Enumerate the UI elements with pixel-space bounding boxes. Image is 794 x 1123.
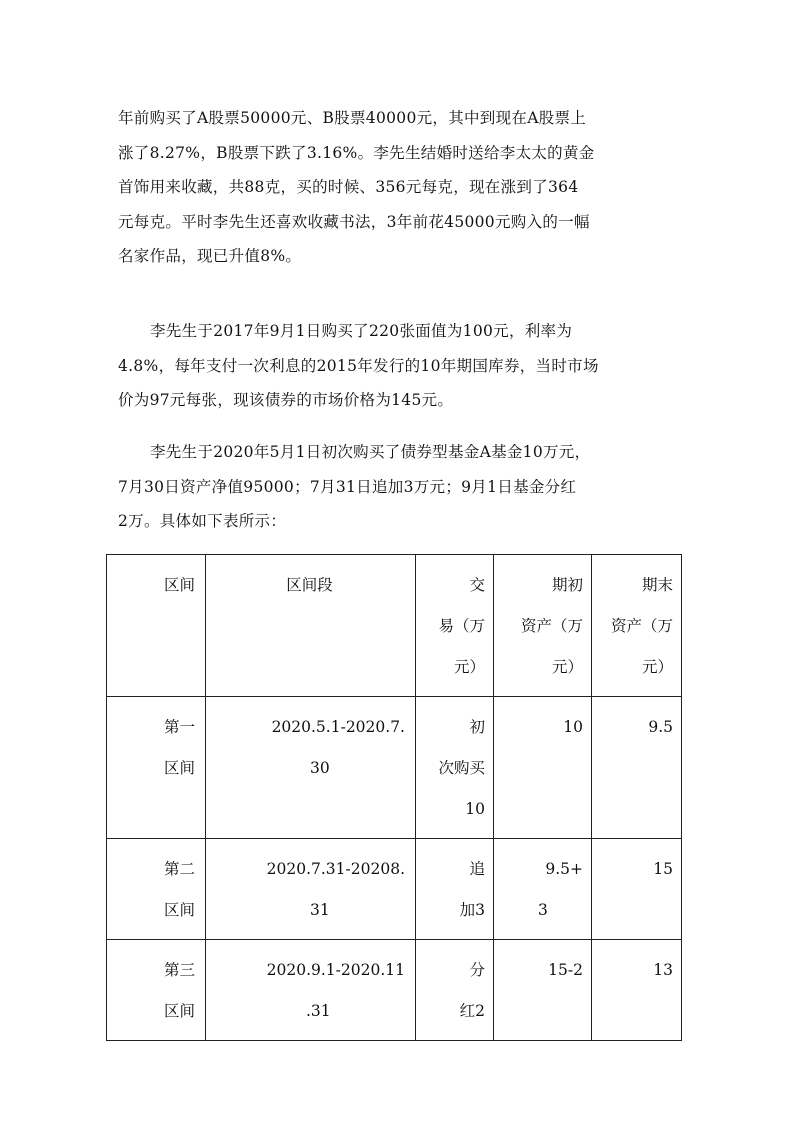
cell-line: 第二 <box>163 860 195 878</box>
cell-transaction <box>416 697 494 839</box>
cell-line: 31 <box>310 901 330 919</box>
cell-line: 13 <box>653 961 673 979</box>
text-line: 李先生于2020年5月1日初次购买了债券型基金A基金10万元， <box>150 443 591 461</box>
cell-line: 3 <box>538 901 548 919</box>
cell-line: 30 <box>310 759 330 777</box>
cell-closing-assets <box>592 940 682 1041</box>
paragraph-bonds <box>118 314 682 418</box>
text-line: 价为97元每张，现该债券的市场价格为145元。 <box>118 391 454 409</box>
text-line: 7月30日资产净值95000；7月31日追加3万元；9月1日基金分红 <box>118 477 577 496</box>
table-header-row <box>107 555 682 697</box>
cell-line: 次购买 <box>438 759 485 777</box>
text-line: 名家作品，现已升值8%。 <box>118 247 302 265</box>
cell-line: 2020.7.31-20208. <box>266 860 405 878</box>
cell-line: 初 <box>469 718 485 736</box>
cell-line: 期初 <box>551 576 583 594</box>
text-line: 元每克。平时李先生还喜欢收藏书法，3年前花45000元购入的一幅 <box>118 212 590 231</box>
cell-line: 加3 <box>459 901 485 919</box>
cell-line: 区间 <box>163 1002 195 1020</box>
cell-opening-assets <box>494 839 592 940</box>
header-cell-interval <box>107 555 206 697</box>
cell-line: 第三 <box>163 961 195 979</box>
text-line: 4.8%，每年支付一次利息的2015年发行的10年期国库券，当时市场 <box>118 356 599 375</box>
text-line: 首饰用来收藏，共88克，买的时候、356元每克，现在涨到了364 <box>118 178 579 196</box>
cell-interval <box>107 940 206 1041</box>
cell-period <box>206 940 416 1041</box>
cell-line: 区间 <box>163 901 195 919</box>
cell-line: 9.5 <box>648 718 673 736</box>
cell-line: 区间 <box>163 576 195 594</box>
cell-line: 15-2 <box>548 961 583 979</box>
cell-opening-assets <box>494 940 592 1041</box>
table-row <box>107 839 682 940</box>
cell-period <box>206 697 416 839</box>
cell-interval <box>107 697 206 839</box>
cell-line: 2020.9.1-2020.11 <box>266 961 405 979</box>
paragraph-fund <box>118 435 682 539</box>
cell-line: 分 <box>469 961 485 979</box>
header-cell-transaction <box>416 555 494 697</box>
cell-line: 区间 <box>163 759 195 777</box>
table-row <box>107 697 682 839</box>
cell-line: 红2 <box>459 1002 485 1020</box>
cell-line: 10 <box>563 718 583 736</box>
fund-table <box>106 554 682 1041</box>
cell-line: 元） <box>551 658 583 676</box>
cell-line: .31 <box>306 1002 331 1020</box>
cell-line: 2020.5.1-2020.7. <box>271 718 405 736</box>
cell-line: 10 <box>465 800 485 818</box>
cell-line: 期末 <box>641 576 673 594</box>
fund-table-body <box>107 555 682 1041</box>
cell-line: 9.5+ <box>545 860 583 878</box>
cell-line: 区间段 <box>286 576 333 594</box>
cell-opening-assets <box>494 697 592 839</box>
header-cell-opening-assets <box>494 555 592 697</box>
cell-closing-assets <box>592 697 682 839</box>
cell-closing-assets <box>592 839 682 940</box>
cell-line: 资产（万 <box>610 617 673 635</box>
text-line: 年前购买了A股票50000元、B股票40000元，其中到现在A股票上 <box>118 109 587 127</box>
cell-line: 资产（万 <box>520 617 583 635</box>
cell-period <box>206 839 416 940</box>
cell-line: 元） <box>453 658 485 676</box>
cell-line: 15 <box>653 860 673 878</box>
cell-line: 易（万 <box>438 617 485 635</box>
text-line: 李先生于2017年9月1日购买了220张面值为100元，利率为 <box>150 322 573 340</box>
cell-line: 元） <box>641 658 673 676</box>
text-line: 2万。具体如下表所示： <box>118 512 287 530</box>
cell-interval <box>107 839 206 940</box>
text-line: 涨了8.27%，B股票下跌了3.16%。李先生结婚时送给李太太的黄金 <box>118 143 595 162</box>
cell-transaction <box>416 839 494 940</box>
cell-transaction <box>416 940 494 1041</box>
table-row <box>107 940 682 1041</box>
cell-line: 第一 <box>163 718 195 736</box>
cell-line: 追 <box>469 860 485 878</box>
header-cell-closing-assets <box>592 555 682 697</box>
paragraph-assets <box>118 101 682 274</box>
header-cell-period <box>206 555 416 697</box>
cell-line: 交 <box>469 576 485 594</box>
